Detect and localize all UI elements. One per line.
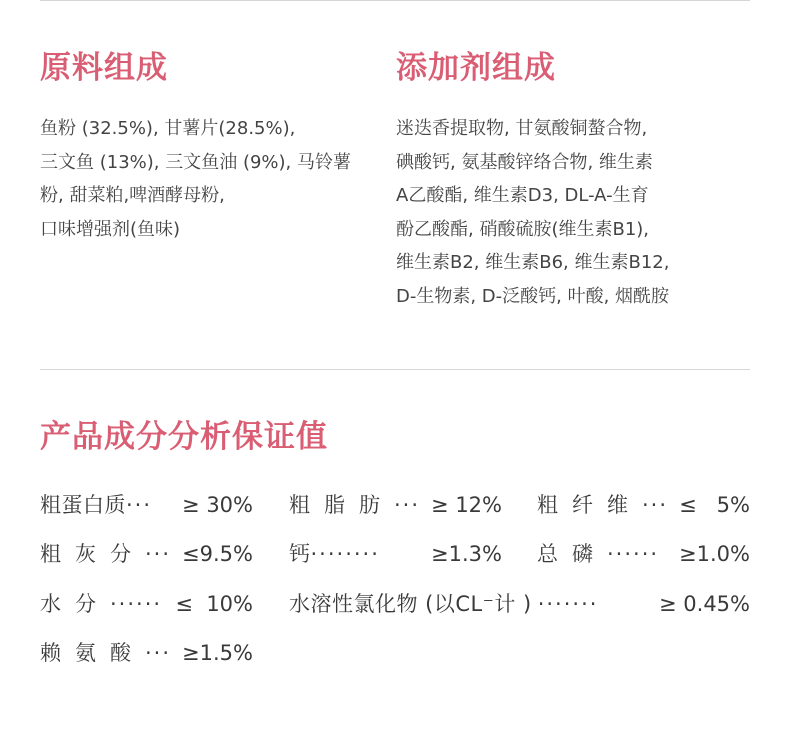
analysis-value: ≤ 5% bbox=[679, 493, 750, 517]
analysis-value: ≥1.5% bbox=[182, 641, 253, 665]
ingredients-line: 口味增强剂(鱼味) bbox=[40, 218, 181, 240]
section-divider bbox=[40, 369, 750, 370]
leader-dots: ··· bbox=[145, 542, 172, 566]
additives-text bbox=[396, 112, 756, 314]
additives-line: 酚乙酸酯, 硝酸硫胺(维生素B1), bbox=[396, 218, 650, 240]
analysis-item-total-phosphorus bbox=[537, 539, 750, 569]
analysis-value: ≥1.0% bbox=[679, 542, 750, 566]
additives-line: A乙酸酯, 维生素D3, DL-A-生育 bbox=[396, 185, 649, 207]
ingredients-line: 三文鱼 (13%), 三文鱼油 (9%), 马铃薯 bbox=[40, 151, 351, 173]
analysis-value: ≤ 10% bbox=[175, 592, 253, 616]
analysis-label: 总磷 bbox=[537, 542, 607, 566]
analysis-value: ≥1.3% bbox=[431, 542, 502, 566]
leader-dots: ········ bbox=[310, 542, 380, 566]
analysis-label: 水溶性氯化物 (以CL⁻计 ) bbox=[289, 592, 532, 616]
analysis-item-water-soluble-chloride bbox=[289, 589, 750, 619]
analysis-label: 粗脂肪 bbox=[289, 493, 394, 517]
analysis-item-moisture bbox=[40, 589, 253, 619]
analysis-label: 粗纤维 bbox=[537, 493, 642, 517]
analysis-item-crude-ash bbox=[40, 539, 253, 569]
additives-title: 添加剂组成 bbox=[396, 50, 556, 86]
analysis-label: 粗灰分 bbox=[40, 542, 145, 566]
leader-dots: ······ bbox=[607, 542, 660, 566]
leader-dots: ··· bbox=[394, 493, 421, 517]
ingredients-line: 粉, 甜菜粕,啤酒酵母粉, bbox=[40, 185, 225, 207]
analysis-item-crude-fat bbox=[289, 490, 502, 520]
leader-dots: ··· bbox=[642, 493, 669, 517]
leader-dots: ··· bbox=[126, 493, 153, 517]
analysis-item-lysine bbox=[40, 638, 253, 668]
ingredients-title: 原料组成 bbox=[40, 50, 168, 86]
analysis-item-crude-fiber bbox=[537, 490, 750, 520]
analysis-label: 水分 bbox=[40, 592, 110, 616]
additives-line: 迷迭香提取物, 甘氨酸铜螯合物, bbox=[396, 118, 648, 139]
top-divider bbox=[40, 0, 750, 1]
leader-dots: ··· bbox=[145, 641, 172, 665]
analysis-label: 粗蛋白质 bbox=[40, 493, 126, 517]
analysis-value: ≥ 30% bbox=[182, 493, 253, 517]
analysis-label: 钙 bbox=[289, 542, 311, 566]
analysis-value: ≥ 0.45% bbox=[659, 592, 750, 616]
analysis-value: ≤9.5% bbox=[182, 542, 253, 566]
analysis-item-crude-protein bbox=[40, 490, 253, 520]
additives-line: 碘酸钙, 氨基酸锌络合物, 维生素 bbox=[396, 151, 653, 173]
analysis-value: ≥ 12% bbox=[431, 493, 502, 517]
additives-line: 维生素B2, 维生素B6, 维生素B12, bbox=[396, 252, 670, 274]
analysis-label: 赖氨酸 bbox=[40, 641, 145, 665]
analysis-item-calcium bbox=[289, 539, 502, 569]
analysis-title: 产品成分分析保证值 bbox=[40, 419, 328, 455]
leader-dots: ······ bbox=[110, 592, 163, 616]
leader-dots: ······· bbox=[537, 592, 599, 616]
ingredients-line: 鱼粉 (32.5%), 甘薯片(28.5%), bbox=[40, 118, 296, 139]
additives-line: D-生物素, D-泛酸钙, 叶酸, 烟酰胺 bbox=[396, 285, 670, 307]
ingredients-text bbox=[40, 112, 380, 246]
